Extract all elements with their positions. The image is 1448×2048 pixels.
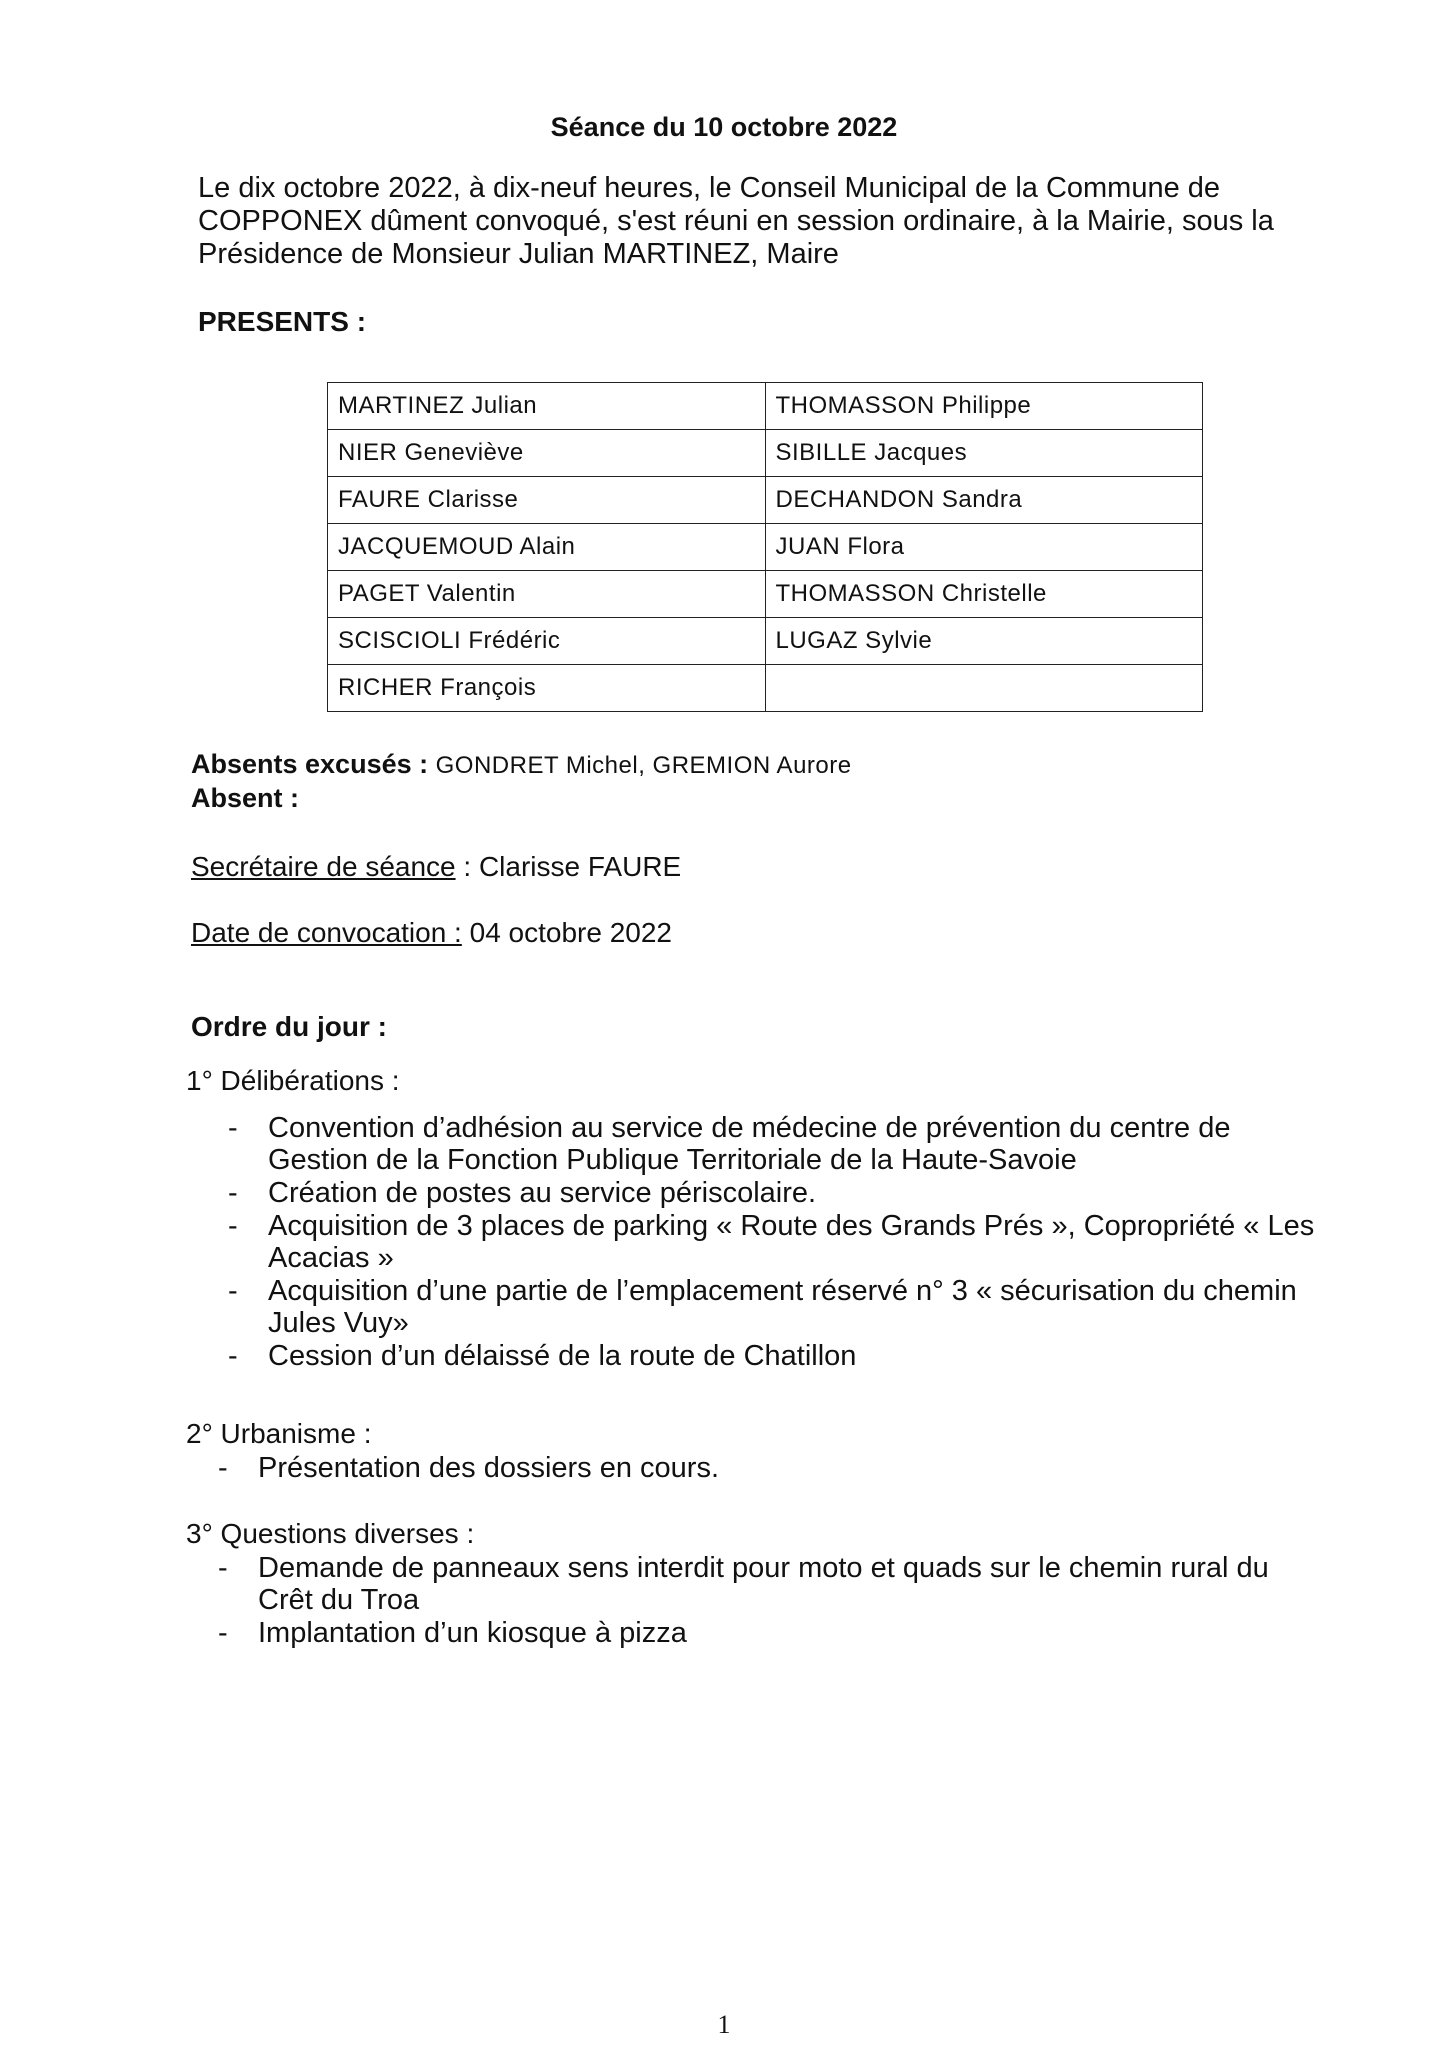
absent-label: Absent : [191, 783, 299, 813]
member-cell: THOMASSON Christelle [765, 571, 1203, 618]
page-title: Séance du 10 octobre 2022 [550, 112, 898, 142]
member-cell: PAGET Valentin [328, 571, 766, 618]
convocation-line [191, 917, 672, 949]
member-cell: RICHER François [328, 665, 766, 712]
member-cell: DECHANDON Sandra [765, 477, 1203, 524]
absents-excuses-label: Absents excusés : [191, 749, 429, 779]
table-row [328, 430, 1203, 477]
list-item: - Acquisition d’une partie de l’emplacement réservé n° 3 « sécurisation du chemin Jules Vuy» [222, 1275, 1332, 1339]
list-item: - Création de postes au service périscolaire. [222, 1177, 1332, 1209]
list-item: - Demande de panneaux sens interdit pour moto et quads sur le chemin rural du Crêt du Troa [212, 1552, 1312, 1616]
convocation-label: Date de convocation : [191, 917, 462, 948]
presents-heading: PRESENTS : [198, 306, 367, 337]
member-cell: JUAN Flora [765, 524, 1203, 571]
ordre-du-jour-heading: Ordre du jour : [191, 1011, 387, 1042]
table-row [328, 571, 1203, 618]
agenda-list [212, 1452, 1322, 1485]
member-cell: NIER Geneviève [328, 430, 766, 477]
member-cell: MARTINEZ Julian [328, 383, 766, 430]
section-heading: 3° Questions diverses : [186, 1518, 475, 1549]
table-row [328, 383, 1203, 430]
list-item: - Implantation d’un kiosque à pizza [212, 1617, 1312, 1649]
member-cell: THOMASSON Philippe [765, 383, 1203, 430]
member-cell: SCISCIOLI Frédéric [328, 618, 766, 665]
member-cell: FAURE Clarisse [328, 477, 766, 524]
list-item: - Convention d’adhésion au service de médecine de prévention du centre de Gestion de la Fonction Publique Territoriale de la Haute-Savoie [222, 1112, 1332, 1176]
list-item: - Cession d’un délaissé de la route de Chatillon [222, 1340, 1332, 1372]
section-heading: 1° Délibérations : [186, 1065, 400, 1096]
list-item: - Présentation des dossiers en cours. [212, 1452, 1322, 1484]
convocation-value: 04 octobre 2022 [461, 917, 673, 948]
page-number: 1 [717, 2010, 731, 2039]
member-cell: JACQUEMOUD Alain [328, 524, 766, 571]
agenda-list [222, 1112, 1332, 1373]
table-row [328, 524, 1203, 571]
agenda-list [212, 1552, 1312, 1650]
intro-paragraph: Le dix octobre 2022, à dix-neuf heures, le Conseil Municipal de la Commune de COPPONEX dûment convoqué, s'est réuni en session ordinaire, à la Mairie, sous la Présidence de Monsieur Julian MARTINEZ, Maire [198, 172, 1274, 270]
list-item: - Acquisition de 3 places de parking « Route des Grands Prés », Copropriété « Les Acacias » [222, 1210, 1332, 1274]
member-cell: LUGAZ Sylvie [765, 618, 1203, 665]
table-row [328, 477, 1203, 524]
member-cell: SIBILLE Jacques [765, 430, 1203, 477]
member-cell [765, 665, 1203, 712]
table-row [328, 665, 1203, 712]
absents-excuses-names: GONDRET Michel, GREMION Aurore [435, 752, 852, 779]
absents-block [191, 748, 852, 814]
table-row [328, 618, 1203, 665]
section-heading: 2° Urbanisme : [186, 1418, 372, 1449]
secretaire-value: : Clarisse FAURE [455, 851, 682, 882]
secretaire-label: Secrétaire de séance [191, 851, 456, 882]
secretaire-line [191, 851, 681, 883]
members-table [327, 382, 1203, 712]
